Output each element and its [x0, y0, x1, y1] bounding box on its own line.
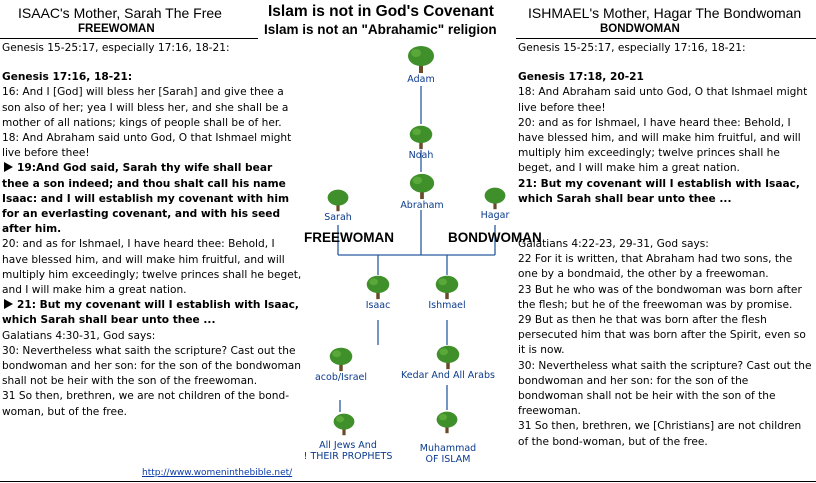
left-ref: Genesis 15-25:17, especially 17:16, 18-21: [2, 42, 230, 54]
tree-icon [434, 410, 460, 434]
left-verse-18: 18: And Abraham said unto God, O that Ishmael might live before thee! [2, 132, 292, 160]
label-noah: Noah [408, 150, 434, 161]
right-verse-21: 21: But my covenant will I establish with Isaac, which Sarah shall bear unto thee ... [518, 177, 800, 205]
tree-icon [331, 412, 357, 436]
page-subtitle: Islam is not an "Abrahamic" religion [264, 22, 497, 37]
label-jacob: acob/Israel [314, 372, 368, 383]
node-ishmael [424, 274, 470, 311]
label-muhammad-line2: OF ISLAM [425, 454, 471, 465]
label-kedar: Kedar And All Arabs [401, 370, 495, 381]
right-verse-29: 29 But as then he that was born after the flesh persecuted him that was born after the Spirit, even so it is now. [518, 314, 806, 357]
left-verse-30: 30: Nevertheless what saith the scripture? Cast out the bondwoman and her son: for the son of the bondwoman shall not be heir with the son of the freewoman. [2, 344, 302, 388]
tree-icon [406, 44, 436, 74]
label-all-jews-line2: ! THEIR PROPHETS [303, 451, 393, 462]
freewoman-label: FREEWOMAN [304, 230, 394, 245]
bondwoman-label: BONDWOMAN [448, 230, 542, 245]
left-subtitle: FREEWOMAN [78, 23, 155, 35]
left-title: ISAAC's Mother, Sarah The Free [18, 5, 222, 21]
left-heading: Genesis 17:16, 18-21: [2, 71, 133, 84]
label-muhammad-line1: Muhammad [419, 443, 477, 454]
right-subtitle: BONDWOMAN [600, 23, 680, 35]
tree-icon [434, 274, 460, 300]
node-adam [400, 44, 442, 85]
node-jacob [310, 346, 372, 383]
right-ref: Genesis 15-25:17, especially 17:16, 18-21: [518, 42, 746, 54]
node-all-jews [306, 412, 382, 436]
tree-icon [328, 346, 354, 372]
page-title: Islam is not in God's Covenant [268, 3, 494, 20]
left-verse-21: 21: But my covenant will I establish with Isaac, which Sarah shall bear unto thee ... [2, 299, 299, 327]
node-abraham [394, 172, 450, 211]
label-muhammad [412, 443, 484, 465]
node-noah [400, 124, 442, 161]
right-verse-22: 22 For it is written, that Abraham had two sons, the one by a bondmaid, the other by a freewoman. [518, 253, 793, 281]
left-verse-16: 16: And I [God] will bless her [Sarah] and give thee a son also of her; yea I will bless her, and she shall be a mother of all nations; kings of people shall be of her. [2, 86, 289, 129]
label-all-jews [298, 440, 398, 462]
node-hagar [475, 186, 515, 221]
label-adam: Adam [407, 74, 435, 85]
tree-icon [482, 186, 508, 210]
tree-icon [434, 344, 462, 370]
node-isaac [360, 274, 396, 311]
node-muhammad [432, 410, 462, 434]
right-verse-31: 31 So then, brethren, we [Christians] are not children of the bond-woman, but of the free. [518, 420, 802, 448]
right-verse-23: 23 But he who was of the bondwoman was born after the flesh; but he of the freewoman was by promise. [518, 283, 802, 311]
label-all-jews-line1: All Jews And [319, 440, 377, 451]
right-heading: Genesis 17:18, 20-21 [518, 71, 644, 84]
source-link[interactable]: http://www.womeninthebible.net/ [142, 468, 293, 478]
node-sarah [318, 188, 358, 223]
label-abraham: Abraham [400, 200, 444, 211]
right-verse-30: 30: Nevertheless what saith the scripture? Cast out the bondwoman and her son: for the son of the bondwoman shall not be heir with the son of the freewoman. [518, 359, 812, 418]
left-verse-31: 31 So then, brethren, we are not children of the bond-woman, but of the free. [2, 390, 290, 418]
left-verse-19: 19:And God said, Sarah thy wife shall bear thee a son indeed; and thou shalt call his name Isaac: and I will establish my covenant with him for an everlasting covenant, and with his seed after him. [2, 162, 289, 236]
label-sarah: Sarah [324, 212, 352, 223]
label-ishmael: Ishmael [428, 300, 466, 311]
tree-icon [407, 124, 435, 150]
tree-icon [406, 172, 438, 200]
label-hagar: Hagar [480, 210, 510, 221]
left-verse-20: 20: and as for Ishmael, I have heard thee: Behold, I have blessed him, and will make him fruitful, and will multiply him exceedingly; twelve princes shall he beget, and I will make him a great nation. [2, 238, 302, 297]
node-kedar [386, 344, 510, 381]
tree-icon [325, 188, 351, 212]
right-verse-18: 18: And Abraham said unto God, O that Ishmael might live before thee! [518, 86, 808, 114]
right-verse-20: 20: and as for Ishmael, I have heard thee: Behold, I have blessed him, and will make him fruitful, and will multiply him exceedingly; twelve princes shall he beget, and I will make him a great nation. [518, 116, 801, 175]
right-title: ISHMAEL's Mother, Hagar The Bondwoman [528, 5, 802, 21]
right-galatians-ref: Galatians 4:22-23, 29-31, God says: [518, 238, 709, 251]
left-galatians-ref: Galatians 4:30-31, God says: [2, 329, 156, 342]
label-isaac: Isaac [365, 300, 391, 311]
tree-icon [365, 274, 391, 300]
